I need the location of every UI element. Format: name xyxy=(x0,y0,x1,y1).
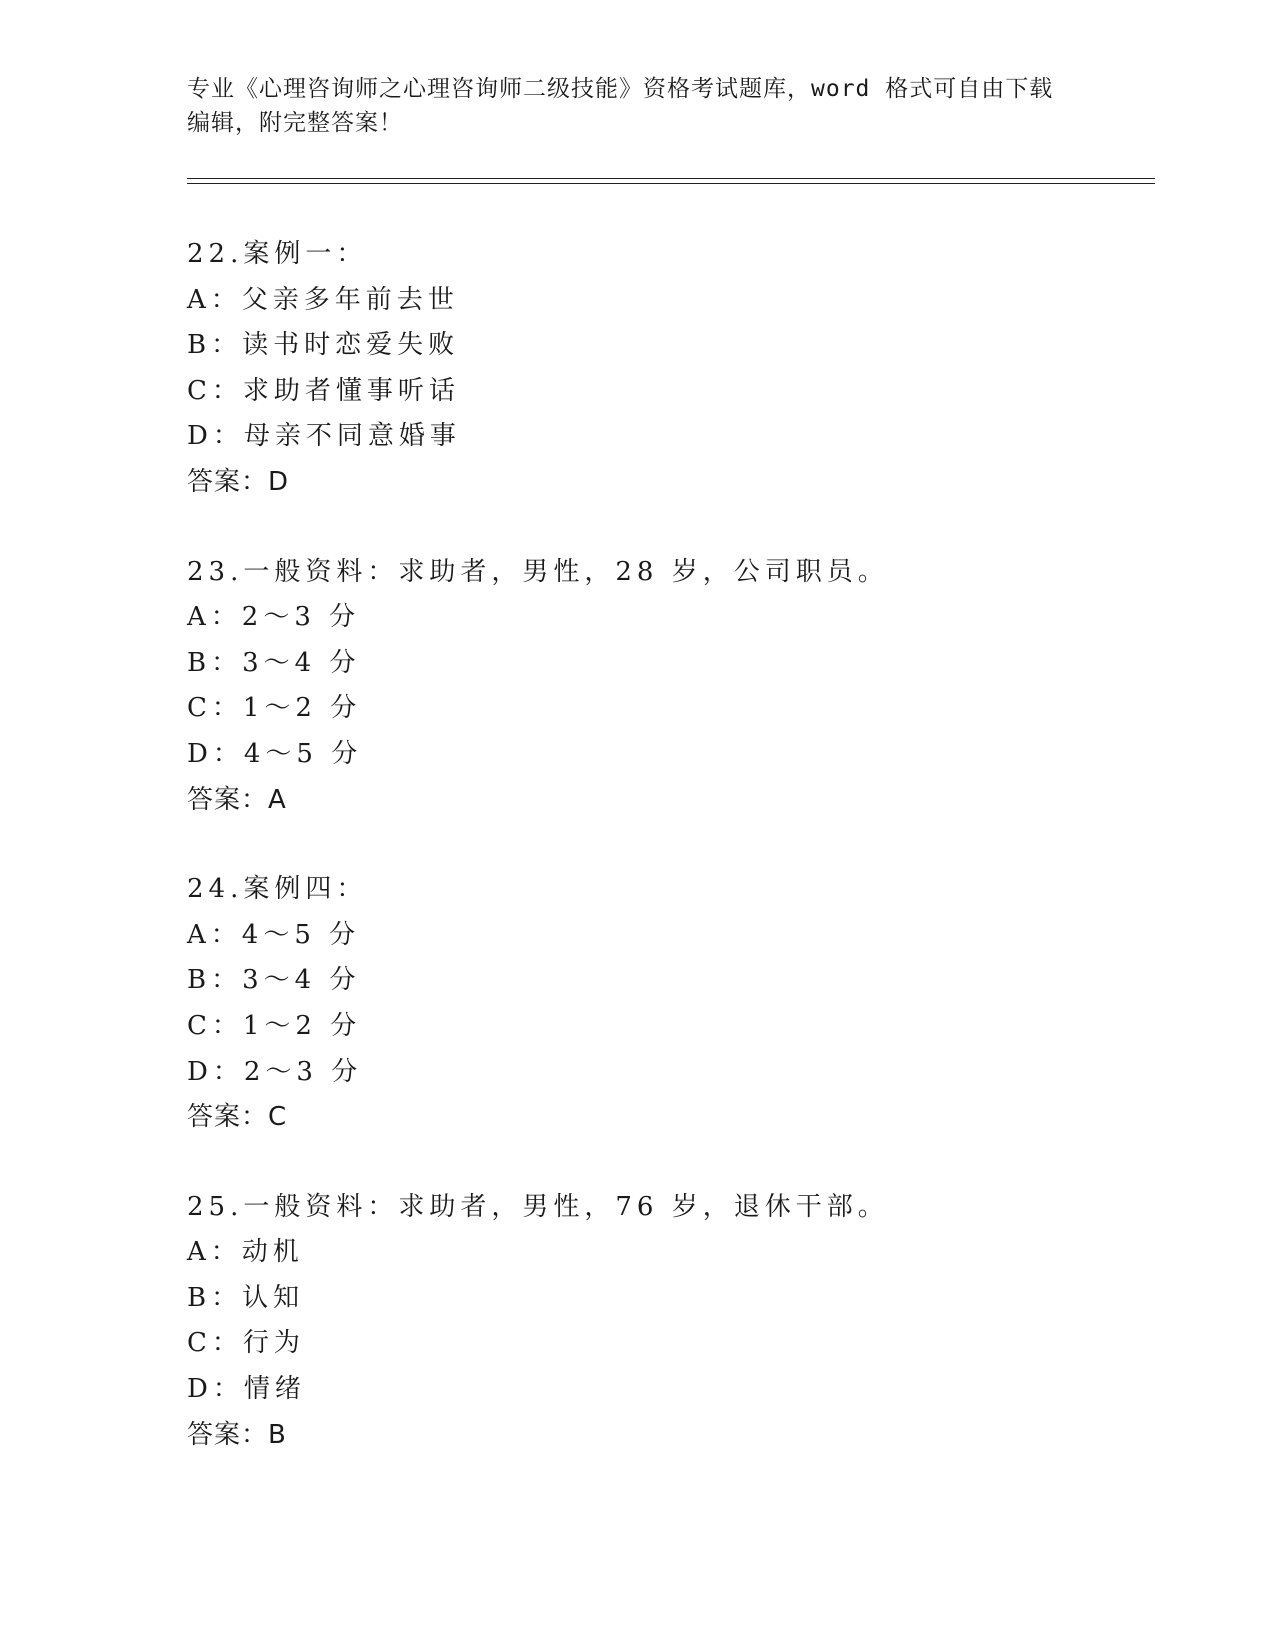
question-23 xyxy=(187,550,1147,824)
option-c: C：1～2 分 xyxy=(187,1010,362,1041)
header-line-2: 编辑，附完整答案！ xyxy=(187,110,403,136)
header-divider-bottom xyxy=(187,183,1155,184)
question-stem: 23.一般资料：求助者，男性，28 岁，公司职员。 xyxy=(187,556,889,587)
header-divider-top xyxy=(187,178,1155,179)
option-b: B：认知 xyxy=(187,1282,305,1313)
option-d: D：4～5 分 xyxy=(187,738,363,769)
option-c: C：求助者懂事听话 xyxy=(187,375,460,406)
answer-line: 答案：D xyxy=(187,466,290,497)
question-25 xyxy=(187,1185,1147,1459)
answer-line: 答案：C xyxy=(187,1102,288,1133)
answer-line: 答案：A xyxy=(187,784,287,815)
option-a: A：动机 xyxy=(187,1237,304,1268)
option-d: D：情绪 xyxy=(187,1374,306,1405)
option-d: D：母亲不同意婚事 xyxy=(187,421,461,452)
question-stem: 24.案例四： xyxy=(187,874,368,905)
option-a: A：父亲多年前去世 xyxy=(187,284,459,315)
question-stem: 22.案例一： xyxy=(187,239,368,269)
document-header xyxy=(187,72,1087,140)
option-d: D：2～3 分 xyxy=(187,1056,363,1087)
question-stem: 25.一般资料：求助者，男性，76 岁，退休干部。 xyxy=(187,1191,889,1222)
option-c: C：行为 xyxy=(187,1328,305,1359)
answer-line: 答案：B xyxy=(187,1419,287,1450)
option-a: A：2～3 分 xyxy=(187,602,361,633)
question-22 xyxy=(187,232,1147,506)
option-b: B：3～4 分 xyxy=(187,965,361,996)
option-b: B：3～4 分 xyxy=(187,647,361,678)
option-b: B：读书时恋爱失败 xyxy=(187,330,460,361)
header-line-1: 专业《心理咨询师之心理咨询师二级技能》资格考试题库，word 格式可自由下载 xyxy=(187,76,1054,102)
question-24 xyxy=(187,867,1147,1141)
option-a: A：4～5 分 xyxy=(187,919,361,950)
option-c: C：1～2 分 xyxy=(187,693,362,724)
question-list xyxy=(187,232,1147,1502)
